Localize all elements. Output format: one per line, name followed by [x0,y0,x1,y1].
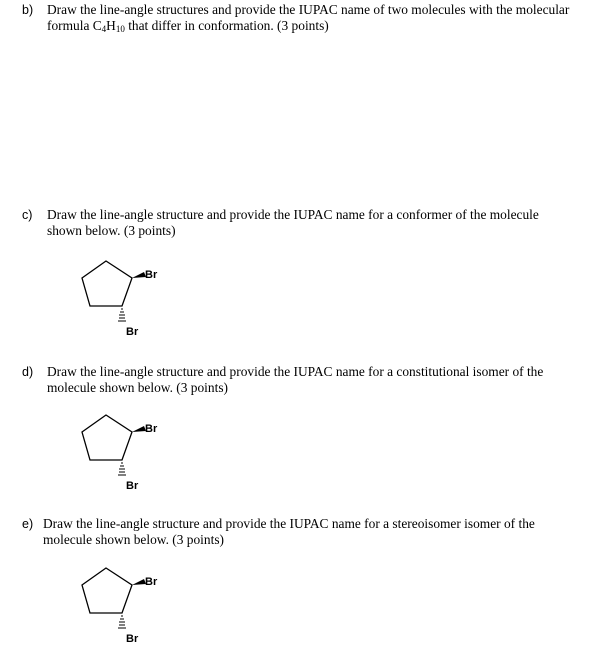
bromine-label-top: Br [145,423,158,435]
cyclopentane-ring [82,261,132,306]
bromine-label-bottom: Br [126,480,139,492]
question-letter: d) [22,365,34,379]
question-text: Draw the line-angle structures and provide the IUPAC name of two molecules with the molecular formula C4H10 that differ in conformation. (3 points) [47,2,570,34]
question-c [22,207,577,239]
question-b [22,2,577,35]
wedge-bond [132,426,146,432]
hash-bond [118,463,126,475]
question-text: Draw the line-angle structure and provide the IUPAC name for a conformer of the molecule shown below. (3 points) [47,207,539,238]
question-letter: e) [22,517,34,531]
hash-bond [118,616,126,628]
question-text: Draw the line-angle structure and provide the IUPAC name for a stereoisomer isomer of the molecule shown below. (3 points) [43,516,535,547]
bromine-label-bottom: Br [126,633,139,645]
wedge-bond [132,272,146,278]
bromine-label-top: Br [145,269,158,281]
cyclopentane-ring [82,415,132,460]
dibromocyclopentane-structure [70,562,170,652]
dibromocyclopentane-structure [70,255,170,345]
bromine-label-top: Br [145,576,158,588]
hash-bond [118,309,126,321]
question-letter: c) [22,208,33,222]
question-e [22,516,577,548]
question-text: Draw the line-angle structure and provide the IUPAC name for a constitutional isomer of the molecule shown below. (3 points) [47,364,544,395]
question-letter: b) [22,3,34,17]
question-d [22,364,577,396]
bromine-label-bottom: Br [126,326,139,338]
wedge-bond [132,579,146,585]
cyclopentane-ring [82,568,132,613]
dibromocyclopentane-structure [70,409,170,499]
